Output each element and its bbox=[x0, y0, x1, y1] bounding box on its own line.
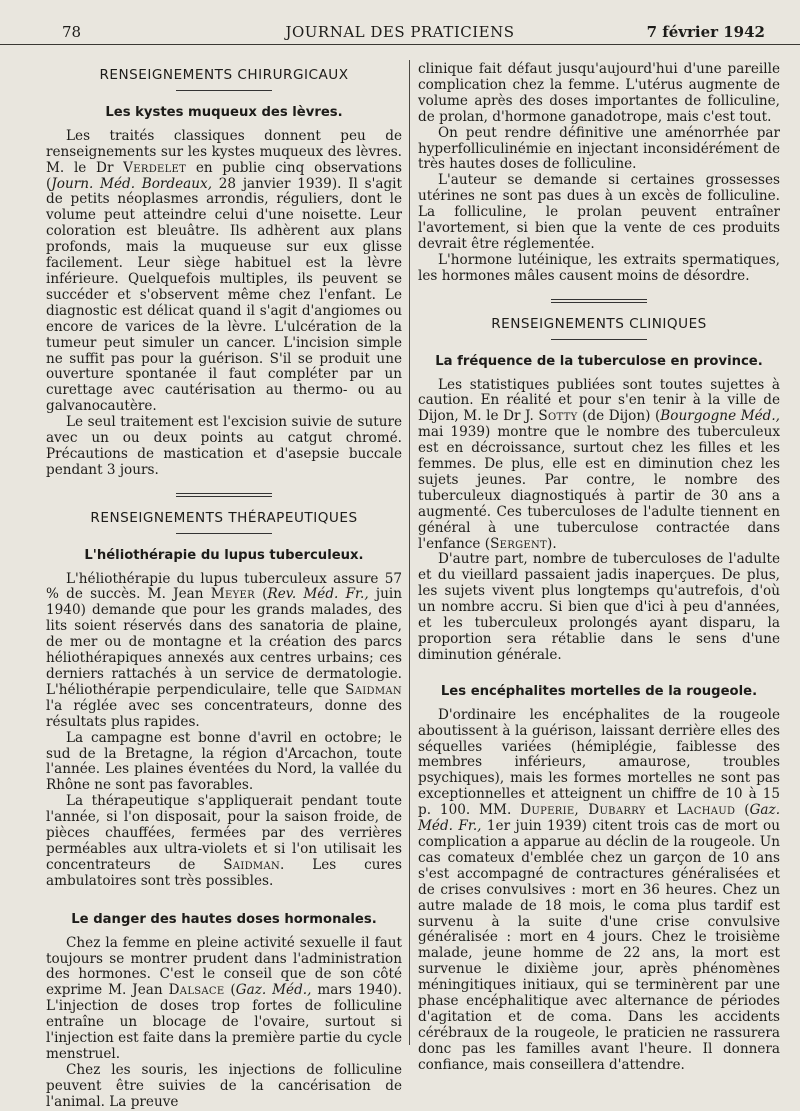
article-paragraph: Les statistiques publiées sont toutes sujettes à caution. En réalité et pour s'en tenir à la ville de Dijon, M. le Dr J. Sotty (de Dijon) (Bourgogne Méd., mai 1939) montre que le nombre des tuberculeux est en décroissance, surtout chez les filles et les femmes. De plus, elle est en diminution chez les sujets jeunes. Par contre, le nombre des tuberculeux diagnostiqués à partir de 30 ans a augmenté. Ces tuberculoses de l'adulte tiennent en général à une tuberculose contractée dans l'enfance (Sergent). bbox=[418, 376, 780, 552]
journal-reference: Bourgogne Méd., bbox=[660, 408, 780, 425]
column-divider bbox=[409, 60, 410, 1045]
author-name: Dalsace bbox=[168, 982, 225, 999]
page-header bbox=[0, 0, 800, 45]
article-paragraph: Chez les souris, les injections de folliculine peuvent être suivies de la cancérisation de l'animal. La preuve bbox=[46, 1061, 402, 1110]
double-rule bbox=[176, 493, 272, 499]
author-name: Saidman bbox=[223, 856, 281, 873]
article-title-kystes: Les kystes muqueux des lèvres. bbox=[105, 104, 343, 120]
section-title-chirurgicaux: RENSEIGNEMENTS CHIRURGICAUX bbox=[99, 67, 349, 83]
article-title-encephalites: Les encéphalites mortelles de la rougeole. bbox=[440, 683, 758, 699]
article-paragraph: L'héliothérapie du lupus tuberculeux assure 57 % de succès. M. Jean Meyer (Rev. Méd. Fr., juin 1940) demande que pour les grands malades, des lits soient réservés dans des sanatoria de plaine, de mer ou de montagne et la création des parcs héliothérapiques annexés aux centres urbains; ces derniers rattachés à un service de dermatologie. L'héliothérapie perpendiculaire, telle que Saidman l'a réglée avec ses concentrateurs, donne des résultats plus rapides. bbox=[46, 570, 402, 730]
article-paragraph: Chez la femme en pleine activité sexuelle il faut toujours se montrer prudent dans l'administration des hormones. C'est le conseil que de son côté exprime M. Jean Dalsace (Gaz. Méd., mars 1940). L'injection de doses trop fortes de folliculine entraîne un blocage de l'ovaire, surtout si l'injection est faite dans la première partie du cycle menstruel. bbox=[46, 934, 402, 1062]
article-paragraph: D'autre part, nombre de tuberculoses de l'adulte et du vieillard passaient jadis inaperçues. De plus, les sujets vivent plus longtemps qu'autrefois, d'où un nombre accru. Si bien que d'ici à peu d'années, et les tuberculeux prolongés ayant disparu, la proportion sera rétablie dans le sens d'une diminution générale. bbox=[418, 551, 780, 663]
author-name: Saidman bbox=[345, 681, 402, 698]
journal-reference: Gaz. Méd., bbox=[235, 982, 312, 999]
page-number: 78 bbox=[62, 23, 82, 41]
left-column bbox=[46, 62, 402, 1111]
article-title-hormones: Le danger des hautes doses hormonales. bbox=[71, 911, 377, 927]
article-paragraph: L'auteur se demande si certaines grossesses utérines ne sont pas dues à un excès de folliculine. La folliculine, le prolan peuvent entraîner l'avortement, si bien que la vente de ces produits devrait être réglementée. bbox=[418, 172, 780, 252]
journal-title: JOURNAL DES PRATICIENS bbox=[285, 23, 515, 41]
journal-reference: Journ. Méd. Bordeaux, bbox=[51, 175, 213, 192]
author-name: Duperie, Dubarry bbox=[520, 802, 646, 819]
article-paragraph: La campagne est bonne d'avril en octobre; le sud de la Bretagne, la région d'Arcachon, toute l'année. Les plaines éventées du Nord, la vallée du Rhône ne sont pas favorables. bbox=[46, 729, 402, 794]
author-name: Verdelet bbox=[123, 159, 187, 176]
right-column bbox=[418, 62, 780, 1074]
issue-date: 7 février 1942 bbox=[646, 23, 765, 41]
author-name: Lachaud bbox=[676, 802, 736, 819]
journal-reference: Gaz. Méd. Fr., bbox=[418, 802, 781, 835]
article-title-heliotherapie: L'héliothérapie du lupus tuberculeux. bbox=[84, 547, 364, 563]
article-title-tuberculose: La fréquence de la tuberculose en province. bbox=[435, 353, 763, 369]
section-rule bbox=[176, 90, 272, 91]
double-rule bbox=[551, 299, 647, 305]
article-paragraph: D'ordinaire les encéphalites de la rougeole aboutissent à la guérison, laissant derrière elles des séquelles variées (hémiplégie, faiblesse des membres inférieurs, amaurose, troubles psychiques), mais les formes mortelles ne sont pas exceptionnelles et atteignent un chiffre de 10 à 15 p. 100. MM. Duperie, Dubarry et Lachaud (Gaz. Méd. Fr., 1er juin 1939) citent trois cas de mort ou complication a apparue au déclin de la rougeole. Un cas comateux d'emblée chez un garçon de 10 ans s'est accompagné de contractures généralisées et de crises convulsives : mort en 36 heures. Chez un autre malade de 18 mois, le coma plus tardif est survenu à la suite d'une crise convulsive généralisée : mort en 4 jours. Chez le troisième malade, jeune homme de 22 ans, la mort est survenue le dixième jour, après phénomènes méningitiques initiaux, qui se terminèrent par une phase encéphalitique avec alternance de périodes d'agitation et de coma. Dans les accidents cérébraux de la rougeole, le praticien ne rassurera donc pas les familles avant l'heure. Il donnera confiance, mais conseillera d'attendre. bbox=[418, 706, 781, 1073]
author-name: Sotty bbox=[538, 408, 578, 425]
article-paragraph: La thérapeutique s'appliquerait pendant toute l'année, si l'on disposait, pour la saison froide, de pièces chauffées, fermées par des verrières perméables aux ultra-violets et si l'on utilisait les concentrateurs de Saidman. Les cures ambulatoires sont très possibles. bbox=[46, 793, 402, 889]
author-name: Sergent bbox=[490, 535, 548, 552]
article-paragraph: Le seul traitement est l'excision suivie de suture avec un ou deux points au catgut chromé. Précautions de mastication et d'asepsie buccale pendant 3 jours. bbox=[46, 414, 402, 478]
article-paragraph: Les traités classiques donnent peu de renseignements sur les kystes muqueux des lèvres. M. le Dr Verdelet en publie cinq observations (Journ. Méd. Bordeaux, 28 janvier 1939). Il s'agit de petits néoplasmes arrondis, réguliers, dont le volume peut atteindre celui d'une noisette. Leur coloration est bleuâtre. Ils adhèrent aux plans profonds, mais la muqueuse sur eux glisse facilement. Leur siège habituel est la lèvre inférieure. Quelquefois multiples, ils peuvent se succéder et s'observent même chez l'enfant. Le diagnostic est délicat quand il s'agit d'angiomes ou encore de varices de la lèvre. L'ulcération de la tumeur peut simuler un cancer. L'incision simple ne suffit pas pour la guérison. S'il se produit une ouverture spontanée il faut compléter par un curettage avec cautérisation au thermo- ou au galvanocautère. bbox=[46, 127, 402, 415]
author-name: Meyer bbox=[210, 586, 255, 603]
section-rule bbox=[176, 533, 272, 534]
article-paragraph: clinique fait défaut jusqu'aujourd'hui d'une pareille complication chez la femme. L'utérus augmente de volume après des doses importantes de folliculine, de prolan, d'hormone ganadotrope, mais c'est tout. bbox=[418, 61, 780, 125]
section-rule bbox=[551, 339, 647, 340]
article-paragraph: On peut rendre définitive une aménorrhée par hyperfolliculinémie en injectant inconsidérément de très hautes doses de folliculine. bbox=[418, 124, 780, 173]
section-title-cliniques: RENSEIGNEMENTS CLINIQUES bbox=[491, 315, 707, 332]
section-title-therapeutiques: RENSEIGNEMENTS THÉRAPEUTIQUES bbox=[90, 509, 358, 526]
article-paragraph: L'hormone lutéinique, les extraits spermatiques, les hormones mâles causent moins de désordre. bbox=[418, 251, 780, 284]
journal-reference: Rev. Méd. Fr., bbox=[267, 586, 369, 603]
